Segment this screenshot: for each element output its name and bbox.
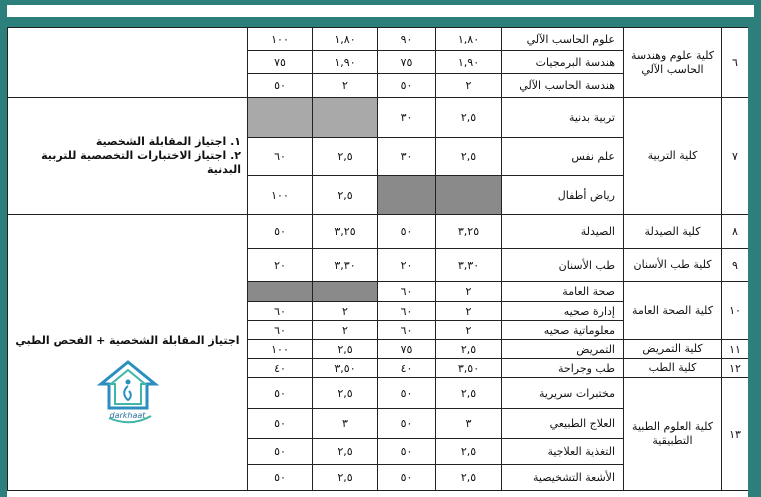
value-cell: ٢,٥ xyxy=(313,176,378,215)
college-number: ١٠ xyxy=(722,282,749,340)
college-name: كلية التربية xyxy=(624,98,722,215)
value-cell: ٣٠ xyxy=(378,98,436,138)
value-cell: ٣,٢٥ xyxy=(436,215,502,249)
shaded-cell xyxy=(378,176,436,215)
value-cell: ٤٠ xyxy=(248,359,313,378)
value-cell: ٢,٥ xyxy=(313,465,378,491)
value-cell: ٥٠ xyxy=(378,74,436,98)
value-cell: ٦٠ xyxy=(248,321,313,340)
program-name: طب الأسنان xyxy=(502,249,624,282)
admission-table xyxy=(7,27,748,491)
value-cell: ٥٠ xyxy=(378,439,436,465)
value-cell: ٢ xyxy=(436,74,502,98)
value-cell: ١,٩٠ xyxy=(313,51,378,74)
value-cell: ٥٠ xyxy=(248,215,313,249)
value-cell: ٣ xyxy=(313,409,378,439)
program-name: هندسة البرمجيات xyxy=(502,51,624,74)
value-cell: ١,٨٠ xyxy=(436,28,502,51)
value-cell: ٢,٥ xyxy=(436,138,502,176)
college-number: ١٣ xyxy=(722,378,749,491)
shaded-cell xyxy=(436,176,502,215)
program-name: الأشعة التشخيصية xyxy=(502,465,624,491)
value-cell: ٥٠ xyxy=(378,215,436,249)
college-name: كلية الصحة العامة xyxy=(624,282,722,340)
value-cell: ٢ xyxy=(436,282,502,302)
program-name: إدارة صحيه xyxy=(502,302,624,321)
college-name: كلية العلوم الطبية التطبيقية xyxy=(624,378,722,491)
value-cell: ١,٨٠ xyxy=(313,28,378,51)
value-cell: ٢٠ xyxy=(378,249,436,282)
value-cell: ٢,٥ xyxy=(436,465,502,491)
shaded-cell xyxy=(313,98,378,138)
table-row xyxy=(8,28,749,51)
program-name: مختبرات سريرية xyxy=(502,378,624,409)
program-name: الصيدلة xyxy=(502,215,624,249)
value-cell: ٣,٢٥ xyxy=(313,215,378,249)
program-name: رياض أطفال xyxy=(502,176,624,215)
value-cell: ٢,٥ xyxy=(436,439,502,465)
value-cell: ٦٠ xyxy=(248,302,313,321)
program-name: العلاج الطبيعي xyxy=(502,409,624,439)
site-logo xyxy=(93,358,163,432)
logo-text: darkhaat xyxy=(109,411,146,420)
value-cell: ٤٠ xyxy=(378,359,436,378)
college-name: كلية الصيدلة xyxy=(624,215,722,249)
shaded-cell xyxy=(248,282,313,302)
value-cell: ٥٠ xyxy=(248,409,313,439)
value-cell: ٣,٣٠ xyxy=(313,249,378,282)
value-cell: ٦٠ xyxy=(248,138,313,176)
value-cell: ٢ xyxy=(313,302,378,321)
document-page xyxy=(7,27,748,497)
value-cell: ٢ xyxy=(313,74,378,98)
value-cell: ١,٩٠ xyxy=(436,51,502,74)
college-number: ١١ xyxy=(722,340,749,359)
value-cell: ٢,٥ xyxy=(313,378,378,409)
value-cell: ٣,٣٠ xyxy=(436,249,502,282)
value-cell: ٢ xyxy=(436,321,502,340)
college-name: كلية التمريض xyxy=(624,340,722,359)
value-cell: ٣,٥٠ xyxy=(436,359,502,378)
value-cell: ٥٠ xyxy=(378,378,436,409)
value-cell: ٥٠ xyxy=(248,74,313,98)
college-number: ٧ xyxy=(722,98,749,215)
notes-cell xyxy=(8,28,248,98)
program-name: طب وجراحة xyxy=(502,359,624,378)
table-row xyxy=(8,215,749,249)
program-name: التمريض xyxy=(502,340,624,359)
college-number: ١٢ xyxy=(722,359,749,378)
value-cell: ٦٠ xyxy=(378,282,436,302)
program-name: معلوماتية صحيه xyxy=(502,321,624,340)
program-name: صحة العامة xyxy=(502,282,624,302)
program-name: علوم الحاسب الآلي xyxy=(502,28,624,51)
program-name: هندسة الحاسب الآلي xyxy=(502,74,624,98)
college-number: ٩ xyxy=(722,249,749,282)
note-item: ١. اجتياز المقابلة الشخصية xyxy=(95,135,241,148)
college-name: كلية علوم وهندسة الحاسب الآلي xyxy=(624,28,722,98)
value-cell: ٢,٥ xyxy=(436,98,502,138)
value-cell: ٦٠ xyxy=(378,321,436,340)
value-cell: ٢,٥ xyxy=(313,138,378,176)
program-name: علم نفس xyxy=(502,138,624,176)
value-cell: ٢ xyxy=(436,302,502,321)
note-item: اجتياز المقابلة الشخصية + الفحص الطبي xyxy=(15,334,240,347)
value-cell: ٥٠ xyxy=(378,465,436,491)
value-cell: ٧٥ xyxy=(378,340,436,359)
value-cell: ٢,٥ xyxy=(436,340,502,359)
value-cell: ١٠٠ xyxy=(248,28,313,51)
value-cell: ٣ xyxy=(436,409,502,439)
value-cell: ٥٠ xyxy=(248,439,313,465)
program-name: تربية بدنية xyxy=(502,98,624,138)
value-cell: ٢,٥ xyxy=(313,439,378,465)
shaded-cell xyxy=(248,98,313,138)
value-cell: ٢٠ xyxy=(248,249,313,282)
value-cell: ٦٠ xyxy=(378,302,436,321)
value-cell: ٥٠ xyxy=(248,465,313,491)
value-cell: ٧٥ xyxy=(248,51,313,74)
education-notes xyxy=(8,98,248,215)
top-bar xyxy=(7,5,754,17)
value-cell: ٩٠ xyxy=(378,28,436,51)
shaded-cell xyxy=(313,282,378,302)
value-cell: ٣,٥٠ xyxy=(313,359,378,378)
value-cell: ٢ xyxy=(313,321,378,340)
note-item: ٢. اجتياز الاختبارات التخصصية للتربية البدنية xyxy=(41,149,241,176)
value-cell: ١٠٠ xyxy=(248,176,313,215)
college-number: ٦ xyxy=(722,28,749,98)
value-cell: ٢,٥ xyxy=(313,340,378,359)
college-name: كلية الطب xyxy=(624,359,722,378)
college-number: ٨ xyxy=(722,215,749,249)
program-name: التغذية العلاجية xyxy=(502,439,624,465)
value-cell: ٢,٥ xyxy=(436,378,502,409)
college-name: كلية طب الأسنان xyxy=(624,249,722,282)
value-cell: ٥٠ xyxy=(378,409,436,439)
value-cell: ١٠٠ xyxy=(248,340,313,359)
table-row xyxy=(8,98,749,138)
value-cell: ٣٠ xyxy=(378,138,436,176)
value-cell: ٥٠ xyxy=(248,378,313,409)
value-cell: ٧٥ xyxy=(378,51,436,74)
medical-notes xyxy=(8,215,248,491)
